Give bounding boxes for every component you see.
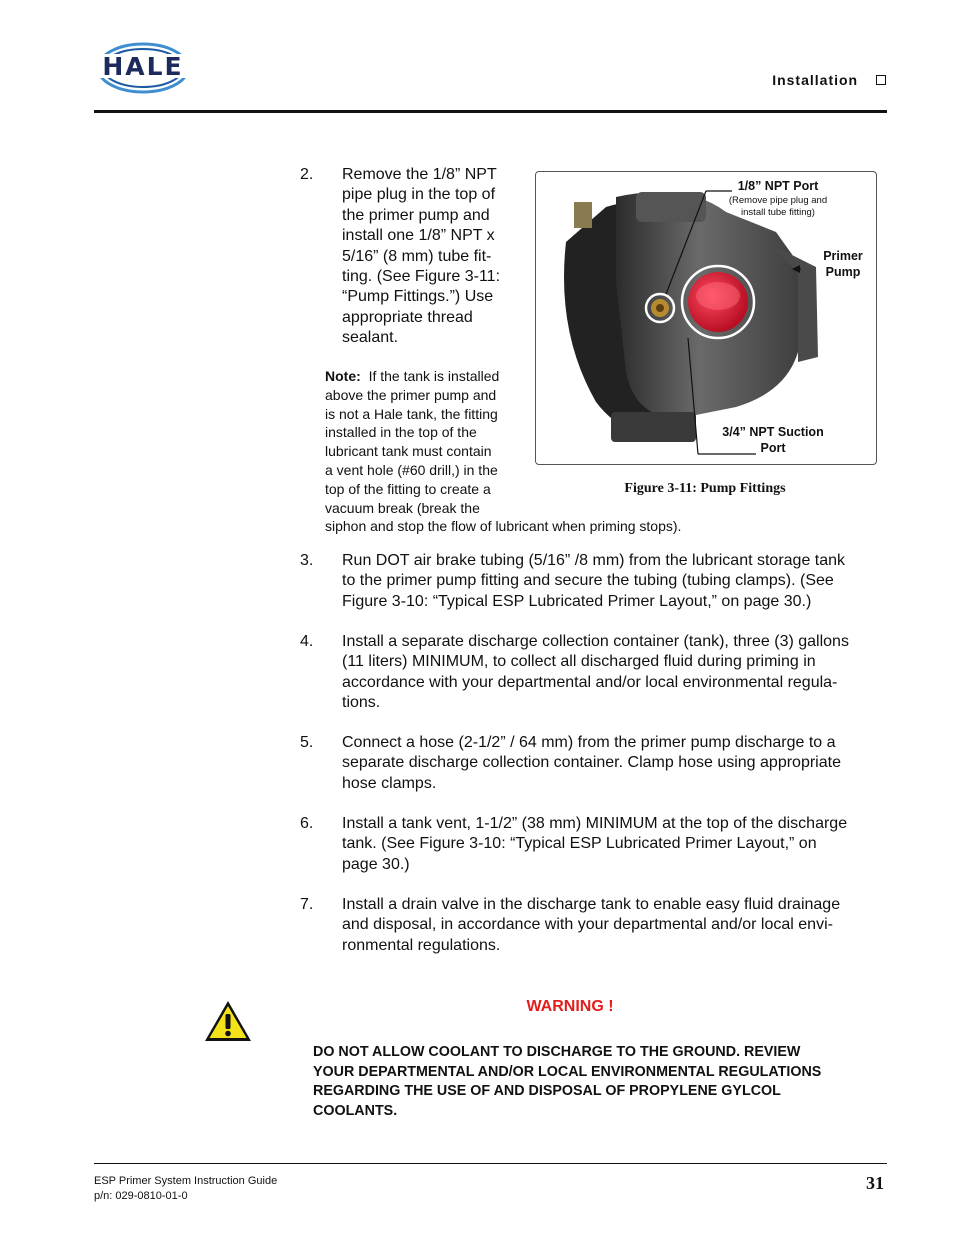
step-line: pipe plug in the top of — [342, 186, 496, 204]
step-number: 2. — [300, 166, 314, 183]
step-line: (11 liters) MINIMUM, to collect all discharged fluid during priming in — [342, 653, 816, 671]
step-line: “Pump Fittings.”) Use — [342, 288, 494, 306]
warning-line: COOLANTS. — [313, 1102, 398, 1119]
step-text — [342, 814, 847, 875]
note-line: Note: If the tank is installed — [325, 368, 500, 384]
step-line: hose clamps. — [342, 774, 437, 792]
warning-triangle-icon — [203, 999, 253, 1043]
step-line: tions. — [342, 694, 381, 712]
figure-caption: Figure 3-11: Pump Fittings — [624, 481, 786, 496]
page-number: 31 — [866, 1173, 884, 1193]
step-line: Figure 3-10: “Typical ESP Lubricated Primer Layout,” on page 30.) — [342, 592, 812, 610]
step-line: Install a separate discharge collection container (tank), three (3) gallons — [342, 633, 849, 650]
step-line: to the primer pump fitting and secure the tubing (tubing clamps). (See — [342, 572, 834, 590]
guide-title: ESP Primer System Instruction Guide — [94, 1175, 278, 1187]
step-line: and disposal, in accordance with your departmental and/or local envi- — [342, 916, 833, 934]
hale-logo — [94, 38, 192, 98]
note-line: lubricant tank must contain — [325, 443, 492, 460]
step-line: ronmental regulations. — [342, 936, 501, 954]
warning-text — [313, 1043, 888, 1121]
callout-npt-port-note: (Remove pipe plug and install tube fitting) — [728, 195, 828, 218]
footer-divider — [94, 1163, 887, 1164]
step-text — [342, 895, 840, 956]
header-divider — [94, 110, 887, 113]
callout-npt-port: 1/8” NPT Port — [737, 179, 819, 193]
note-label: Note: — [325, 368, 361, 384]
section-title: Installation — [772, 72, 859, 88]
section-header — [772, 72, 886, 88]
step-number: 5. — [300, 734, 314, 751]
warning-line: YOUR DEPARTMENTAL AND/OR LOCAL ENVIRONMENTAL REGULATIONS — [313, 1063, 822, 1080]
square-bullet-icon — [876, 75, 886, 85]
note-line: installed in the top of the — [325, 424, 477, 441]
step-number: 4. — [300, 633, 314, 650]
step-line: the primer pump and — [342, 206, 490, 224]
warning-line: DO NOT ALLOW COOLANT TO DISCHARGE TO THE GROUND. REVIEW — [313, 1044, 801, 1060]
step-line: install one 1/8” NPT x — [342, 227, 495, 245]
logo-text: HALE — [102, 52, 184, 81]
warning-title: WARNING ! — [526, 998, 614, 1015]
step-number: 7. — [300, 896, 314, 913]
note-line: a vent hole (#60 drill,) in the — [325, 461, 498, 478]
note-line: above the primer pump and — [325, 386, 497, 403]
part-number: p/n: 029-0810-01-0 — [94, 1189, 188, 1202]
step-line: page 30.) — [342, 855, 410, 873]
step-text — [342, 165, 500, 349]
step-line: sealant. — [342, 329, 399, 347]
footer-info — [94, 1174, 277, 1203]
callout-suction-port: 3/4” NPT Suction Port — [722, 425, 824, 455]
pump-fittings-figure — [535, 171, 877, 465]
step-number: 6. — [300, 815, 314, 832]
step-line: separate discharge collection container. Clamp hose using appropriate — [342, 754, 841, 772]
step-line: Remove the 1/8” NPT — [342, 166, 497, 183]
step-line: accordance with your departmental and/or local environmental regula- — [342, 673, 838, 691]
note-line: vacuum break (break the — [325, 499, 480, 516]
step-number: 3. — [300, 552, 314, 569]
step-line: Install a drain valve in the discharge tank to enable easy fluid drainage — [342, 896, 841, 913]
step-line: Run DOT air brake tubing (5/16” /8 mm) from the lubricant storage tank — [342, 552, 846, 569]
step-line: 5/16” (8 mm) tube fit- — [342, 247, 492, 265]
step-text — [342, 733, 841, 794]
note-line: siphon and stop the flow of lubricant when priming stops). — [325, 518, 682, 535]
note-line: top of the fitting to create a — [325, 480, 491, 497]
step-line: ting. (See Figure 3-11: — [342, 268, 501, 286]
warning-line: REGARDING THE USE OF AND DISPOSAL OF PROPYLENE GYLCOL — [313, 1083, 781, 1099]
step-line: Install a tank vent, 1-1/2” (38 mm) MINIMUM at the top of the discharge — [342, 815, 848, 832]
callout-primer-pump: Primer Pump — [823, 249, 863, 279]
step-line: appropriate thread — [342, 308, 473, 326]
step-text — [342, 632, 849, 714]
step-text — [342, 551, 845, 612]
note-line: is not a Hale tank, the fitting — [325, 405, 498, 422]
step-line: Connect a hose (2-1/2” / 64 mm) from the primer pump discharge to a — [342, 734, 836, 751]
step-line: tank. (See Figure 3-10: “Typical ESP Lubricated Primer Layout,” on — [342, 835, 817, 853]
